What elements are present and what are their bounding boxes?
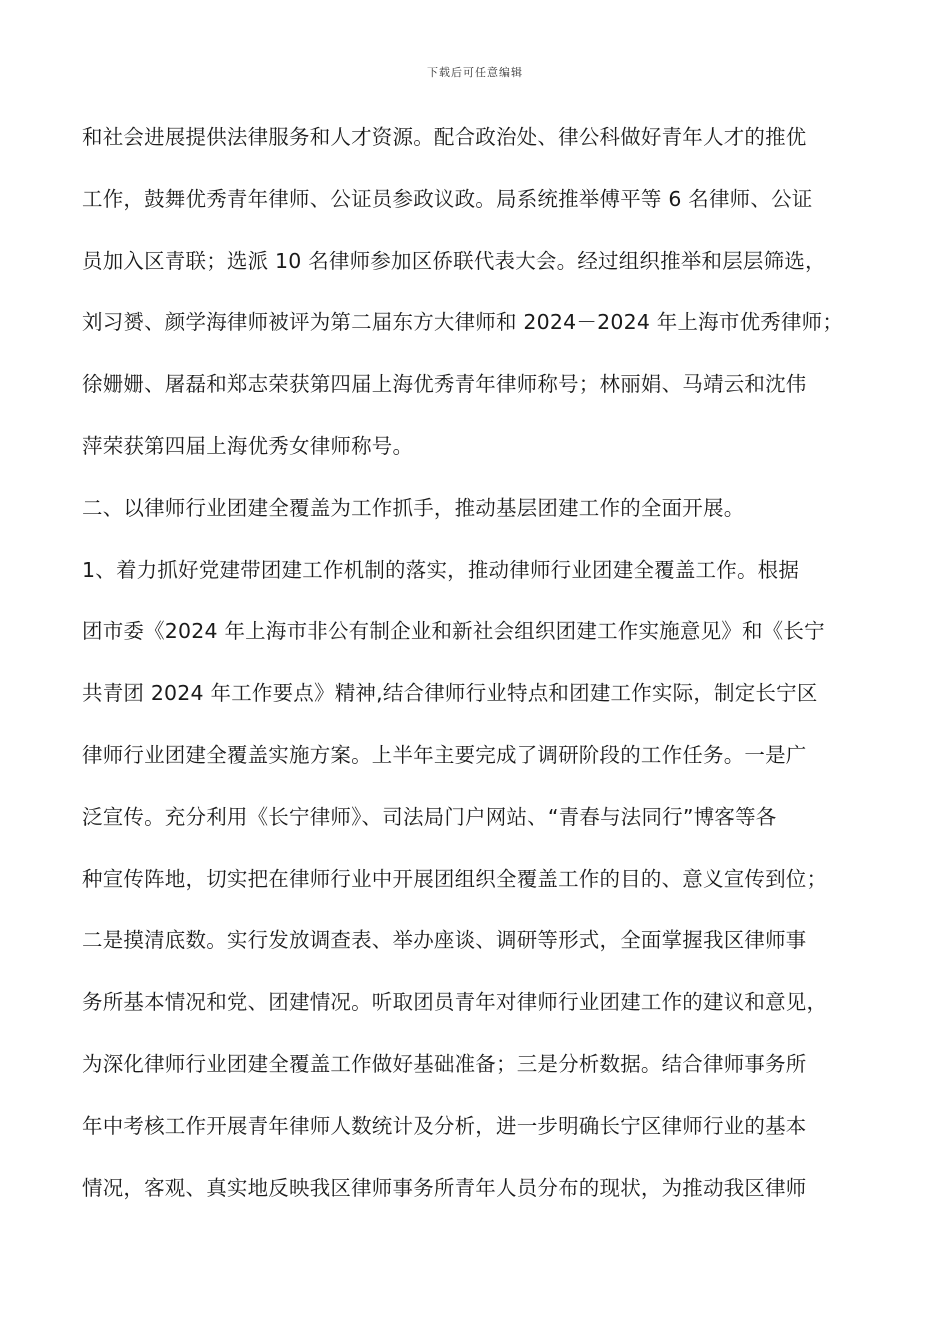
text-line: 种宣传阵地，切实把在律师行业中开展团组织全覆盖工作的目的、意义宣传到位；	[82, 866, 828, 891]
text-line: 情况，客观、真实地反映我区律师事务所青年人员分布的现状，为推动我区律师	[82, 1175, 807, 1200]
text-line: 萍荣获第四届上海优秀女律师称号。	[82, 433, 414, 458]
section-heading: 二、以律师行业团建全覆盖为工作抓手，推动基层团建工作的全面开展。	[82, 495, 745, 520]
text-line: 务所基本情况和党、团建情况。听取团员青年对律师行业团建工作的建议和意见，	[82, 990, 828, 1015]
text-line: 员加入区青联；选派 10 名律师参加区侨联代表大会。经过组织推举和层层筛选，	[82, 248, 826, 273]
text-line: 律师行业团建全覆盖实施方案。上半年主要完成了调研阶段的工作任务。一是广	[82, 742, 807, 767]
text-line: 刘习赟、颜学海律师被评为第二届东方大律师和 2024－2024 年上海市优秀律师；	[82, 310, 844, 335]
text-line: 二是摸清底数。实行发放调查表、举办座谈、调研等形式，全面掌握我区律师事	[82, 928, 807, 953]
text-line: 为深化律师行业团建全覆盖工作做好基础准备；三是分析数据。结合律师事务所	[82, 1051, 807, 1076]
text-line: 和社会进展提供法律服务和人才资源。配合政治处、律公科做好青年人才的推优	[82, 125, 807, 149]
text-line: 团市委《2024 年上海市非公有制企业和新社会组织团建工作实施意见》和《长宁	[82, 619, 825, 644]
text-line: 徐姗姗、屠磊和郑志荣获第四届上海优秀青年律师称号；林丽娟、马靖云和沈伟	[82, 372, 807, 397]
text-line: 1、着力抓好党建带团建工作机制的落实，推动律师行业团建全覆盖工作。根据	[82, 557, 800, 582]
header-note: 下载后可任意编辑	[427, 66, 523, 79]
text-line: 工作，鼓舞优秀青年律师、公证员参政议政。局系统推举傅平等 6 名律师、公证	[82, 186, 813, 211]
text-line: 年中考核工作开展青年律师人数统计及分析，进一步明确长宁区律师行业的基本	[82, 1113, 807, 1138]
text-line: 泛宣传。充分利用《长宁律师》、司法局门户网站、“青春与法同行”博客等各	[82, 804, 777, 829]
document-body	[82, 112, 882, 1224]
text-line: 共青团 2024 年工作要点》精神,结合律师行业特点和团建工作实际，制定长宁区	[82, 681, 818, 706]
